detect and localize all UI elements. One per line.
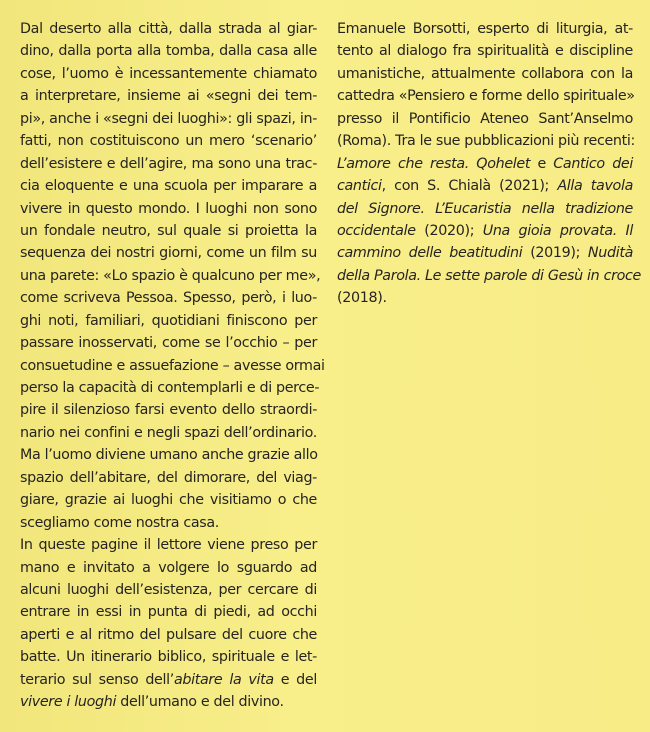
text-line: vivere in questo mondo. I luoghi non sono — [20, 200, 317, 217]
text-line — [337, 198, 633, 220]
text-line — [337, 175, 633, 197]
text-segment: (2020); — [415, 222, 483, 239]
book-title: Nudità — [587, 245, 633, 262]
text-line: tento al dialogo fra spiritualità e discipline — [337, 43, 633, 60]
text-line: sequenza dei nostri giorni, come un film su — [20, 245, 317, 262]
text-line: Emanuele Borsotti, esperto di liturgia, at- — [337, 21, 633, 37]
text-line — [337, 242, 633, 264]
text-line: umanistiche, attualmente collabora con la — [337, 65, 633, 82]
text-segment: (2019); — [522, 245, 588, 262]
text-line: Ma l’uomo diviene umano anche grazie allo — [20, 447, 318, 464]
text-line: giare, grazie ai luoghi che visitiamo o che — [20, 492, 317, 509]
text-segment: , con S. Chialà (2021); — [381, 178, 558, 195]
text-segment: dell’umano e del divino. — [116, 694, 284, 711]
text-line: una parete: «Lo spazio è qualcuno per me», — [20, 267, 321, 284]
book-title: Cantico dei — [553, 155, 633, 172]
text-line — [20, 691, 317, 713]
book-title: del Signore. L’Eucaristia nella tradizione — [337, 200, 633, 217]
author-bio-column — [337, 18, 641, 310]
text-segment: e del — [273, 671, 317, 688]
text-line: batte. Un itinerario biblico, spirituale e let- — [20, 649, 317, 666]
text-line: mano e invitato a volgere lo sguardo ad — [20, 559, 317, 576]
text-line: passare inosservati, come se l’occhio – per — [20, 335, 317, 352]
book-title: Una gioia provata. Il — [482, 222, 633, 239]
text-line: aperti e al ritmo del pulsare del cuore che — [20, 626, 317, 643]
intro-paragraph — [20, 18, 325, 534]
text-line: alcuni luoghi dell’esistenza, per cercare di — [20, 581, 317, 598]
text-line: scegliamo come nostra casa. — [20, 514, 219, 531]
book-title: Alla tavola — [557, 178, 633, 195]
text-line: cattedra «Pensiero e forme dello spirituale» — [337, 88, 635, 105]
text-line: ghi noti, familiari, quotidiani finiscono per — [20, 312, 317, 329]
text-line: entrare in essi in punta di piedi, ad occhi — [20, 604, 317, 621]
book-title: della Parola. Le sette parole di Gesù in croce — [337, 267, 641, 284]
book-title: L’amore che resta. Qohelet — [337, 155, 531, 172]
text-segment: e — [530, 155, 554, 172]
text-line: (2018). — [337, 290, 387, 307]
text-line — [337, 153, 633, 175]
text-line — [337, 220, 633, 242]
text-line: un fondale neutro, sul quale si proietta la — [20, 222, 317, 239]
text-line: presso il Pontificio Ateneo Sant’Anselmo — [337, 110, 633, 127]
text-line: (Roma). Tra le sue pubblicazioni più recenti: — [337, 133, 635, 150]
text-line — [337, 265, 641, 287]
text-line: dell’esistere e dell’agire, ma sono una trac- — [20, 155, 317, 172]
book-title: occidentale — [337, 222, 416, 239]
text-line — [20, 669, 317, 691]
description-column — [20, 18, 325, 714]
text-line: In queste pagine il lettore viene preso per — [20, 537, 317, 554]
text-line: spazio dell’abitare, del dimorare, del viag- — [20, 469, 317, 486]
itinerary-paragraph — [20, 534, 317, 714]
text-line: fatti, non costituiscono un mero ‘scenario’ — [20, 133, 317, 150]
text-line: nario nei confini e negli spazi dell’ordinario. — [20, 424, 317, 441]
text-line: a interpretare, insieme ai «segni dei tem- — [20, 88, 317, 105]
text-line: consuetudine e assuefazione – avesse ormai — [20, 357, 325, 374]
text-line: come scriveva Pessoa. Spesso, però, i luo- — [20, 290, 317, 307]
book-title: cantici — [337, 178, 382, 195]
text-segment: terario sul senso dell’ — [20, 671, 174, 688]
text-line: Dal deserto alla città, dalla strada al giar- — [20, 21, 317, 37]
text-line: dino, dalla porta alla tomba, dalla casa alle — [20, 43, 317, 60]
text-line: cose, l’uomo è incessantemente chiamato — [20, 65, 317, 82]
text-line: cia eloquente e una scuola per imparare a — [20, 178, 317, 195]
italic-phrase: abitare la vita — [173, 671, 274, 688]
text-line: perso la capacità di contemplarli e di perce- — [20, 380, 320, 396]
italic-phrase: vivere i luoghi — [20, 694, 117, 711]
text-line: pire il silenzioso farsi evento dello straordi- — [20, 402, 317, 419]
book-title: cammino delle beatitudini — [337, 245, 523, 262]
text-line: pi», anche i «segni dei luoghi»: gli spazi, in- — [20, 110, 317, 127]
